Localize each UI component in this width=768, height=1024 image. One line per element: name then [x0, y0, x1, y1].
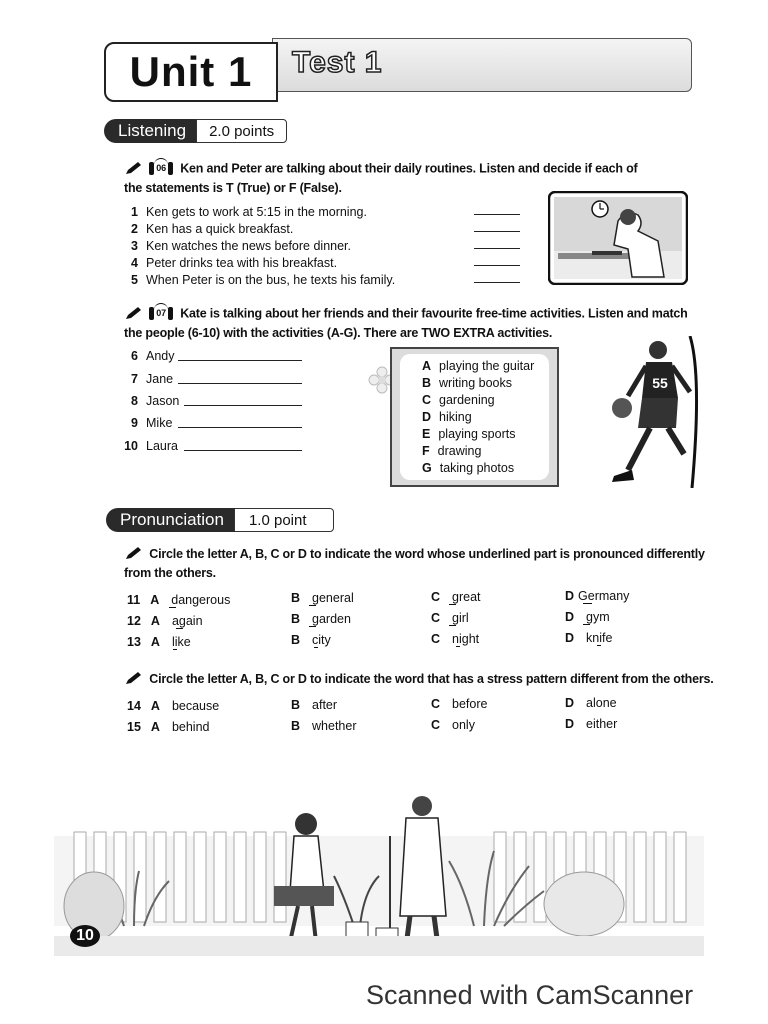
- pronunciation-task1-instruction: [124, 545, 706, 583]
- question-row: 11 A dangerous: [127, 593, 231, 607]
- answer-blank[interactable]: [178, 383, 302, 384]
- pronunciation-task2-instruction: [124, 670, 714, 689]
- underline-mark: [583, 624, 590, 625]
- answer-blank[interactable]: [474, 231, 520, 232]
- answer-option[interactable]: D knife: [565, 631, 613, 645]
- answer-option[interactable]: C night: [431, 632, 480, 646]
- activity-option: E playing sports: [422, 427, 516, 441]
- list-item: 8 Jason: [131, 394, 180, 408]
- pronunciation-label: Pronunciation: [106, 508, 234, 532]
- pencil-icon: [124, 671, 142, 685]
- instruction-text: Kate is talking about her friends and their favourite free-time activities. Listen and match the people (6-10) with the activities (A-G). There are TWO EXTRA activities.: [124, 306, 688, 340]
- page-number: 10: [70, 925, 100, 947]
- test-title: Test 1: [292, 46, 383, 79]
- basketball-icon: [612, 398, 632, 418]
- listening-label: Listening: [104, 119, 196, 143]
- list-item: 2 Ken has a quick breakfast.: [131, 222, 294, 236]
- list-item: 6 Andy: [131, 349, 175, 363]
- listening-header: [104, 119, 287, 143]
- answer-option[interactable]: B whether: [291, 719, 357, 733]
- answer-option[interactable]: B garden: [291, 612, 351, 626]
- answer-blank[interactable]: [474, 282, 520, 283]
- answer-option[interactable]: D either: [565, 717, 618, 731]
- man-reading-illustration: [548, 191, 688, 285]
- audio-track-icon: 06: [149, 158, 173, 178]
- answer-blank[interactable]: [474, 214, 520, 215]
- audio-track-icon: 07: [149, 303, 173, 323]
- pencil-icon: [124, 306, 142, 320]
- instruction-text: Circle the letter A, B, C or D to indicate the word whose underlined part is pronounced differently from the others.: [124, 547, 705, 580]
- underline-mark: [173, 649, 177, 650]
- pencil-icon: [124, 161, 142, 175]
- underline-mark: [583, 603, 592, 604]
- question-row: 12 A again: [127, 614, 203, 628]
- activity-option: B writing books: [422, 376, 512, 390]
- underline-mark: [449, 625, 456, 626]
- underline-mark: [597, 645, 601, 646]
- underline-mark: [314, 647, 318, 648]
- activity-option: C gardening: [422, 393, 495, 407]
- list-item: 10 Laura: [124, 439, 178, 453]
- activity-option: A playing the guitar: [422, 359, 535, 373]
- question-row: 14 A because: [127, 699, 220, 713]
- answer-blank[interactable]: [184, 405, 302, 406]
- basketball-player-illustration: [606, 336, 702, 488]
- answer-option[interactable]: C great: [431, 590, 481, 604]
- underline-mark: [176, 628, 183, 629]
- answer-option[interactable]: D gym: [565, 610, 610, 624]
- question-row: 13 A like: [127, 635, 191, 649]
- garden-illustration: [54, 796, 704, 956]
- activity-option: G taking photos: [422, 461, 515, 475]
- svg-text:55: 55: [652, 375, 668, 391]
- answer-option[interactable]: B city: [291, 633, 331, 647]
- answer-option[interactable]: D Germany: [565, 589, 630, 603]
- underline-mark: [309, 605, 316, 606]
- activity-option: D hiking: [422, 410, 472, 424]
- answer-option[interactable]: B general: [291, 591, 354, 605]
- underline-mark: [309, 626, 316, 627]
- list-item: 7 Jane: [131, 372, 174, 386]
- underline-mark: [449, 604, 456, 605]
- activity-option: F drawing: [422, 444, 482, 458]
- answer-blank[interactable]: [178, 360, 302, 361]
- unit-title: Unit 1: [129, 48, 253, 95]
- answer-option[interactable]: C before: [431, 697, 488, 711]
- scanner-watermark: Scanned with CamScanner: [366, 980, 694, 1010]
- answer-option[interactable]: C only: [431, 718, 475, 732]
- pencil-icon: [124, 546, 142, 560]
- listening-points: 2.0 points: [196, 119, 287, 143]
- pronunciation-points: 1.0 point: [234, 508, 334, 532]
- list-item: 3 Ken watches the news before dinner.: [131, 239, 351, 253]
- answer-blank[interactable]: [184, 450, 302, 451]
- underline-mark: [169, 607, 176, 608]
- pronunciation-header: [106, 508, 334, 532]
- list-item: 9 Mike: [131, 416, 173, 430]
- unit-title-box: [104, 42, 278, 102]
- answer-blank[interactable]: [474, 248, 520, 249]
- activities-box: [390, 347, 559, 487]
- answer-blank[interactable]: [178, 427, 302, 428]
- list-item: 4 Peter drinks tea with his breakfast.: [131, 256, 338, 270]
- answer-option[interactable]: B after: [291, 698, 338, 712]
- answer-option[interactable]: D alone: [565, 696, 617, 710]
- question-row: 15 A behind: [127, 720, 210, 734]
- answer-option[interactable]: C girl: [431, 611, 469, 625]
- list-item: 1 Ken gets to work at 5:15 in the morning.: [131, 205, 367, 219]
- answer-blank[interactable]: [474, 265, 520, 266]
- instruction-text: Circle the letter A, B, C or D to indicate the word that has a stress pattern different from the others.: [149, 672, 714, 686]
- instruction-text: Ken and Peter are talking about their daily routines. Listen and decide if each of the statements is T (True) or F (False).: [124, 161, 638, 195]
- list-item: 5 When Peter is on the bus, he texts his family.: [131, 273, 396, 287]
- underline-mark: [456, 646, 460, 647]
